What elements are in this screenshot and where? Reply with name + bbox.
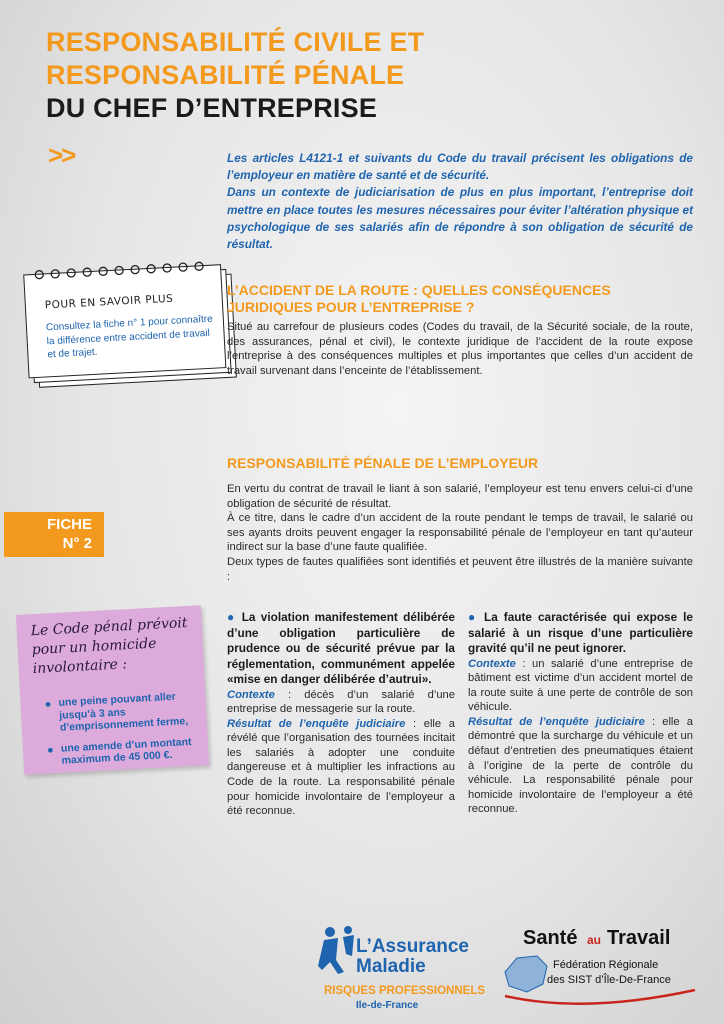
fiche-badge: [4, 512, 104, 557]
section-1-body: Situé au carrefour de plusieurs codes (Codes du travail, de la Sécurité sociale, de la route, des assurances, pénal et civil), le contexte juridique de l’accident de la route expose l’entreprise à des conséquences multiples et plus importantes que celles d’un accident de travail survenant dans l’enceinte de l’établissement.: [227, 321, 693, 377]
section-1-heading: L’ACCIDENT DE LA ROUTE : QUELLES CONSÉQUENCES JURIDIQUES POUR L’ENTREPRISE ?: [227, 282, 611, 315]
fault-column-left: [227, 610, 455, 819]
intro-paragraph: [227, 150, 693, 253]
bullet-icon: ●: [44, 698, 52, 711]
logo-au: au: [587, 933, 602, 947]
section-2-heading: RESPONSABILITÉ PÉNALE DE L’EMPLOYEUR: [227, 455, 539, 471]
sticky-note-list: [32, 690, 201, 777]
ile-de-france-map-icon: [505, 956, 547, 992]
penal-code-sticky-note: [16, 605, 209, 774]
logo-line-2: Maladie: [356, 956, 426, 977]
bullet-icon: ●: [468, 610, 485, 624]
bullet-icon: ●: [46, 743, 55, 756]
page-title: [46, 26, 424, 125]
note-body: Consultez la fiche n° 1 pour connaître la différence entre accident de travail et de trajet.: [45, 313, 213, 361]
logo-line-4: Ile-de-France: [356, 1000, 419, 1011]
logo-line-federation: Fédération Régionale: [553, 959, 659, 971]
bullet-icon: ●: [227, 610, 242, 624]
intro-p1: Les articles L4121-1 et suivants du Code du travail précisent les obligations de l’employeur en matière de santé et de sécurité.: [227, 151, 693, 183]
fault-lead-right: ● La faute caractérisée qui expose le salarié à un risque d’une particulière gravité qu’il ne peut ignorer.: [468, 610, 693, 655]
logo-travail: Travail: [607, 927, 671, 949]
list-item: ● une peine pouvant aller jusqu’à 3 ans d’emprisonnement ferme,: [44, 690, 189, 734]
title-line-2: RESPONSABILITÉ PÉNALE: [46, 60, 405, 90]
section-2-p1: En vertu du contrat de travail le liant à son salarié, l’employeur est tenu envers celui-ci d’une obligation de sécurité de résultat.: [227, 483, 693, 510]
fiche-label: FICHE: [47, 516, 92, 533]
section-2-p2: À ce titre, dans le cadre d’un accident de la route pendant le temps de travail, le salarié ou ses ayants droits peuvent engager la responsabilité pénale de l’employeur en tant qu’auteur indirect sur la base d’une faute qualifiée.: [227, 512, 693, 554]
list-item: ● une amende d’un montant maximum de 45 000 €.: [46, 735, 192, 767]
intro-p2: Dans un contexte de judiciarisation de plus en plus important, l’entreprise doit mettre en place toutes les mesures nécessaires pour éviter l’altération physique et psychologique de ses salariés afin de répondre à son obligation de sécurité de résultat.: [227, 185, 693, 252]
title-line-1: RESPONSABILITÉ CIVILE ET: [46, 27, 425, 57]
logo-line-sist: des SIST d’Île-De-France: [547, 974, 671, 986]
sticky-note-heading: Le Code pénal prévoit pour un homicide involontaire :: [30, 614, 188, 678]
sante-au-travail-logo: [495, 922, 710, 1017]
assurance-maladie-logo: [316, 920, 486, 1020]
title-line-3: DU CHEF D’ENTREPRISE: [46, 93, 378, 123]
section-2-p3: Deux types de fautes qualifiées sont identifiés et peuvent être illustrés de la manière suivante :: [227, 555, 693, 583]
contexte-left: Contexte : décès d’un salarié d’une entreprise de messagerie sur la route.: [227, 688, 455, 716]
logo-line-1: L’Assurance: [356, 936, 469, 957]
figures-icon: [318, 926, 354, 974]
chevrons-icon: >>: [48, 140, 75, 170]
notepad-note: [19, 259, 241, 390]
fault-lead-left: ● La violation manifestement délibérée d’une obligation particulière de prudence ou de sécurité prévue par la réglementation, communément appelée «mise en danger délibérée d’autrui».: [227, 610, 455, 686]
section-2-body: [227, 482, 693, 584]
contexte-right: Contexte : un salarié d’une entreprise de bâtiment est victime d’un accident mortel de la route suite à une perte de contrôle de son véhicule.: [468, 657, 693, 714]
fault-column-right: [468, 610, 693, 817]
fiche-number: N° 2: [62, 535, 92, 552]
note-heading: POUR EN SAVOIR PLUS: [44, 292, 174, 312]
swoosh-icon: [505, 990, 695, 1004]
resultat-right: Résultat de l’enquête judiciaire : elle a démontré que la surcharge du véhicule et un défaut d’entretien des pneumatiques étaient à l’origine de la perte de contrôle du véhicule. La responsabilité pénale pour homicide involontaire de l’employeur a été reconnue.: [468, 715, 693, 816]
resultat-left: Résultat de l’enquête judiciaire : elle a révélé que l’organisation des tournées incitait les salariés à adopter une conduite dangereuse et à multiplier les infractions au Code de la route. La responsabilité pénale pour homicide involontaire de l’employeur a été reconnue.: [227, 717, 455, 818]
logo-sante: Santé: [523, 927, 578, 949]
logo-line-3: RISQUES PROFESSIONNELS: [324, 985, 486, 997]
